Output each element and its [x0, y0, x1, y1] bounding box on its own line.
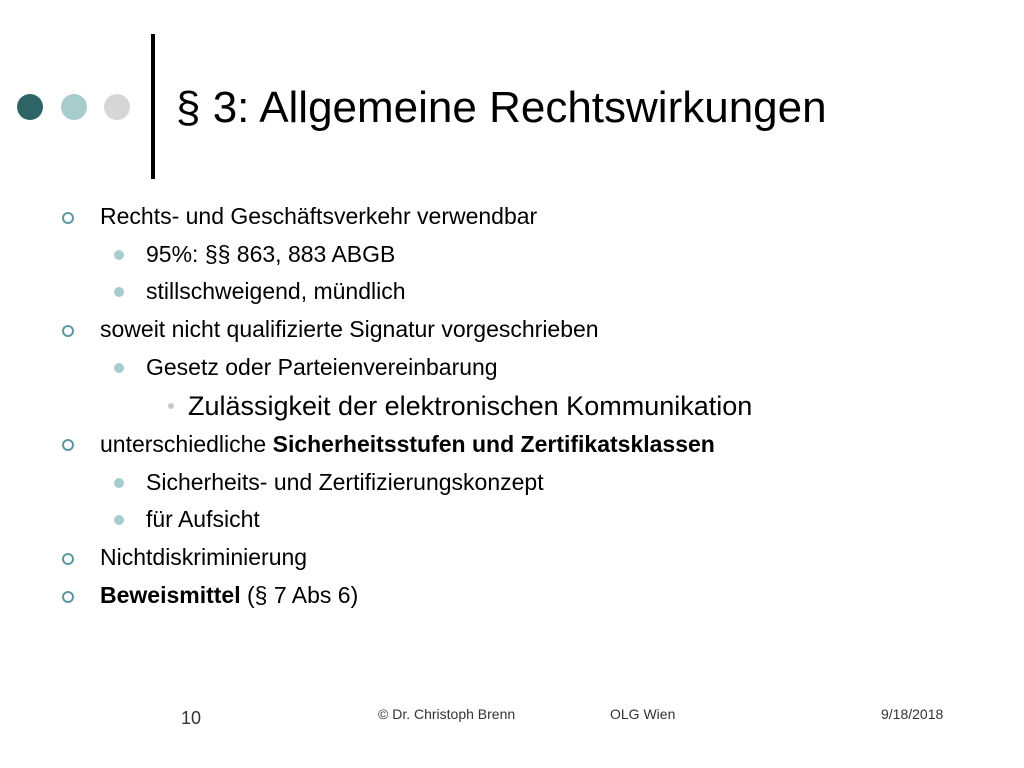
title-divider	[151, 34, 155, 179]
sub-bullet-item: Sicherheits- und Zertifizierungskonzept	[146, 469, 544, 495]
decor-dot-light	[104, 94, 130, 120]
page-number: 10	[181, 708, 202, 728]
bullet-ring-icon	[62, 212, 74, 224]
bullet-dot-icon	[114, 287, 124, 297]
sub-bullet-item: Gesetz oder Parteienvereinbarung	[146, 354, 498, 380]
bullet-item	[100, 580, 358, 610]
decor-dot-mid	[61, 94, 87, 120]
bullet-dot-icon	[114, 478, 124, 488]
bullet-dot-icon	[114, 363, 124, 373]
bullet-item	[100, 429, 715, 459]
bullet-item: Nichtdiskriminierung	[100, 544, 308, 570]
bullet-small-dot-icon	[168, 403, 174, 409]
sub-bullet-item: für Aufsicht	[146, 506, 260, 532]
bullet-text-bold: Sicherheitsstufen und Zertifikatsklassen	[272, 431, 715, 457]
decor-dot-dark	[17, 94, 43, 120]
bullet-text: (§ 7 Abs 6)	[240, 582, 359, 608]
bullet-dot-icon	[114, 515, 124, 525]
bullet-dot-icon	[114, 250, 124, 260]
bullet-text-bold: Beweismittel	[100, 582, 241, 608]
footer-author: © Dr. Christoph Brenn	[378, 706, 516, 722]
bullet-item: Rechts- und Geschäftsverkehr verwendbar	[100, 203, 538, 229]
bullet-ring-icon	[62, 591, 74, 603]
footer-date: 9/18/2018	[881, 706, 944, 722]
sub-bullet-item: 95%: §§ 863, 883 ABGB	[146, 241, 396, 267]
bullet-item: soweit nicht qualifizierte Signatur vorgeschrieben	[100, 316, 599, 342]
slide-title: § 3: Allgemeine Rechtswirkungen	[176, 83, 827, 132]
bullet-ring-icon	[62, 439, 74, 451]
sub-bullet-item: stillschweigend, mündlich	[146, 278, 406, 304]
bullet-ring-icon	[62, 325, 74, 337]
bullet-ring-icon	[62, 553, 74, 565]
footer-organization: OLG Wien	[610, 706, 676, 722]
bullet-text: unterschiedliche	[100, 431, 273, 457]
sub-sub-bullet-item: Zulässigkeit der elektronischen Kommunikation	[188, 391, 753, 421]
